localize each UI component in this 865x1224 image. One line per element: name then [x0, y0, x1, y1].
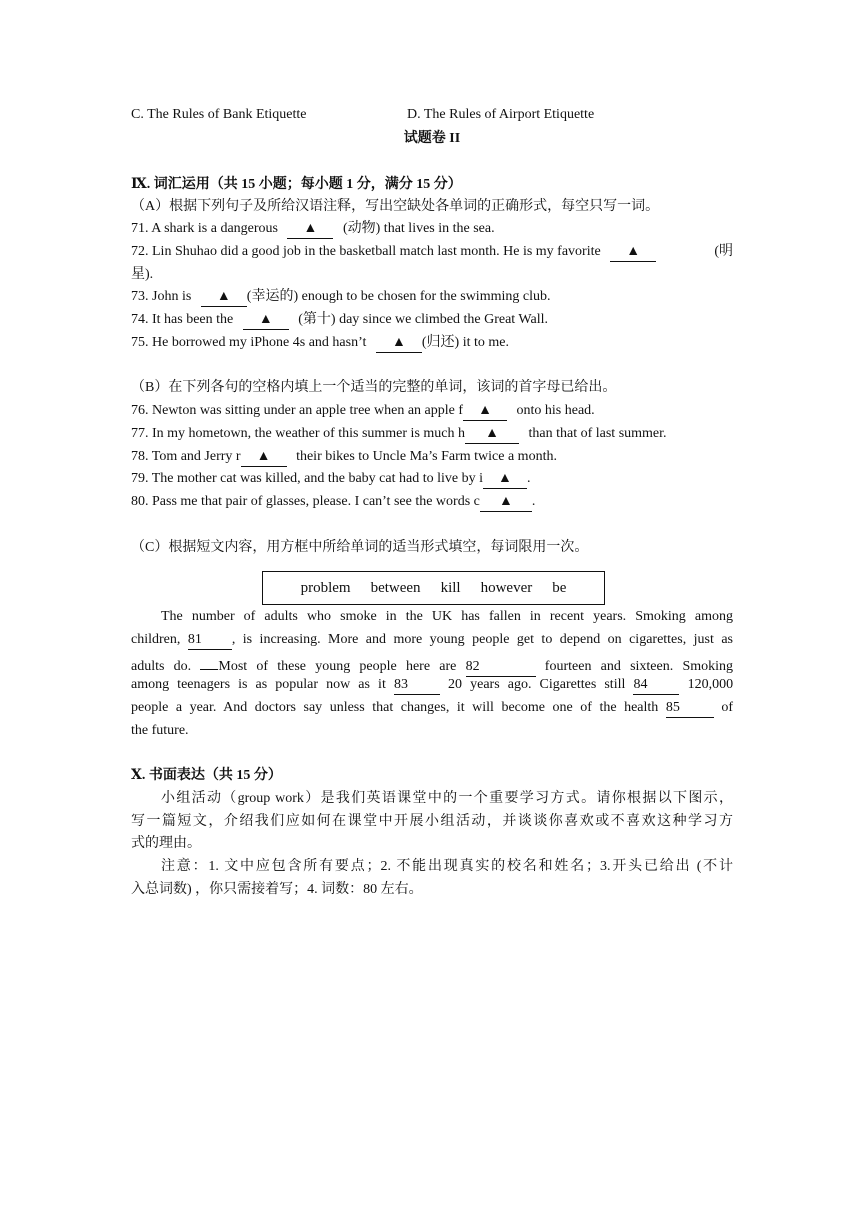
word-bank-word: however [480, 579, 533, 596]
answer-blank-74[interactable]: ▲ [243, 311, 289, 330]
section10-heading: Ⅹ. 书面表达（共 15 分） [131, 768, 282, 783]
question-77: 77. In my hometown, the weather of this summer is much h ▲ than that of last summer. [131, 423, 667, 445]
answer-blank-72[interactable]: ▲ [610, 243, 656, 262]
question-71: 71. A shark is a dangerous ▲ (动物) that lives in the sea. [131, 218, 495, 240]
partA-instruction: （A）根据下列句子及所给汉语注释，写出空缺处各单词的正确形式，每空只写一词。 [131, 199, 660, 214]
question-75: 75. He borrowed my iPhone 4s and hasn’t ▲ (归还) it to me. [131, 332, 509, 354]
answer-blank-75[interactable]: ▲ [376, 334, 422, 353]
word-bank-word: problem [300, 579, 351, 596]
paper-title: 试题卷 II [403, 131, 461, 146]
question-78: 78. Tom and Jerry r ▲ their bikes to Uncle Ma’s Farm twice a month. [131, 446, 557, 468]
writing-note-line-2: 入总词数) ，你只需接着写；4. 词数：80 左右。 [131, 882, 423, 897]
word-bank-word: between [370, 579, 421, 596]
answer-blank-79[interactable]: ▲ [483, 470, 527, 489]
passage-line-1: The number of adults who smoke in the UK has fallen in recent years. Smoking among [161, 609, 733, 624]
question-80: 80. Pass me that pair of glasses, please. I can’t see the words c ▲ . [131, 491, 535, 513]
answer-blank-78[interactable]: ▲ [241, 448, 287, 467]
question-72: 72. Lin Shuhao did a good job in the basketball match last month. He is my favorite ▲ (明 [131, 241, 733, 263]
answer-blank-82[interactable]: 82 [466, 658, 536, 677]
question-73: 73. John is ▲ (幸运的) enough to be chosen for the swimming club. [131, 286, 550, 308]
answer-blank-77[interactable]: ▲ [465, 425, 519, 444]
passage-line-5: people a year. And doctors say unless that changes, it will become one of the health 85 of [131, 697, 733, 719]
option-c: C. The Rules of Bank Etiquette [131, 107, 307, 122]
passage-line-3: adults do. Most of these young people here are 82 fourteen and sixteen. Smoking [131, 651, 733, 673]
word-bank-word: kill [440, 579, 461, 596]
option-row [131, 104, 595, 126]
answer-blank-84[interactable]: 84 [633, 676, 679, 695]
question-79: 79. The mother cat was killed, and the baby cat had to live by i ▲ . [131, 468, 530, 490]
passage-line-4: among teenagers is as popular now as it 83 20 years ago. Cigarettes still 84 120,000 [131, 674, 733, 696]
passage-line-2: children, 81 , is increasing. More and more young people get to depend on cigarettes, just as [131, 629, 733, 651]
answer-blank-83[interactable]: 83 [394, 676, 440, 695]
writing-prompt-line-2: 写一篇短文，介绍我们应如何在课堂中开展小组活动，并谈谈你喜欢或不喜欢这种学习方 [131, 814, 733, 829]
question-74: 74. It has been the ▲ (第十) day since we climbed the Great Wall. [131, 309, 548, 331]
writing-prompt-line-1: 小组活动（group work）是我们英语课堂中的一个重要学习方式。请你根据以下图示， [161, 791, 733, 806]
writing-note-line-1: 注意：1. 文中应包含所有要点；2. 不能出现真实的校名和姓名；3.开头已给出 (不计 [161, 859, 733, 874]
answer-blank-80[interactable]: ▲ [480, 493, 532, 512]
section9-heading: Ⅸ. 词汇运用（共 15 小题；每小题 1 分，满分 15 分） [131, 177, 462, 192]
partC-instruction: （C）根据短文内容，用方框中所给单词的适当形式填空，每词限用一次。 [131, 540, 589, 555]
writing-prompt-line-3: 式的理由。 [131, 836, 201, 851]
word-bank-word: be [552, 579, 567, 596]
answer-blank-76[interactable]: ▲ [463, 402, 507, 421]
question-76: 76. Newton was sitting under an apple tree when an apple f ▲ onto his head. [131, 400, 595, 422]
answer-blank-73[interactable]: ▲ [201, 288, 247, 307]
answer-blank-71[interactable]: ▲ [287, 220, 333, 239]
question-72-continued: 星). [131, 267, 154, 282]
passage-line-6: the future. [131, 723, 189, 738]
answer-blank-81[interactable]: 81 [188, 631, 232, 650]
option-d: D. The Rules of Airport Etiquette [407, 107, 595, 122]
partB-instruction: （B）在下列各句的空格内填上一个适当的完整的单词，该词的首字母已给出。 [131, 380, 617, 395]
answer-blank-85[interactable]: 85 [666, 699, 714, 718]
word-bank-box [262, 571, 605, 605]
